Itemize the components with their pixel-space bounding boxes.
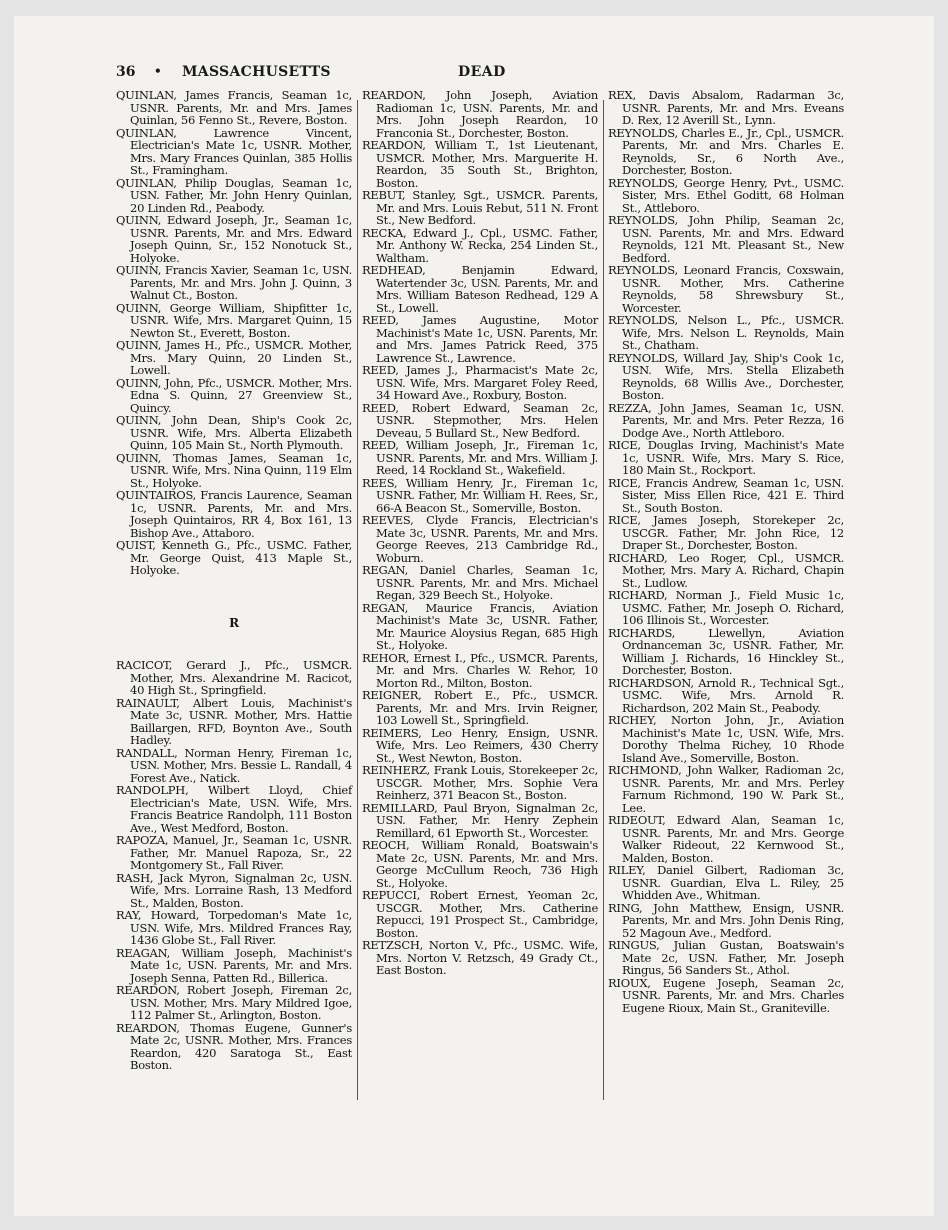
list-item: RANDOLPH, Wilbert Lloyd, Chief Electrician's Mate, USN. Wife, Mrs. Francis Beatrice Randolph, 111 Boston Ave., West Medford, Boston. [116,783,352,835]
list-item: REMILLARD, Paul Bryon, Signalman 2c, USN. Father, Mr. Henry Zephein Remillard, 61 Epworth St., Worcester. [362,800,598,840]
list-item: QUINLAN, Philip Douglas, Seaman 1c, USN. Father, Mr. John Henry Quinlan, 20 Linden Rd., Peabody. [116,175,352,215]
list-item: QUIST, Kenneth G., Pfc., USMC. Father, Mr. George Quist, 413 Maple St., Holyoke. [116,538,352,577]
list-item: QUINN, Francis Xavier, Seaman 1c, USN. Parents, Mr. and Mrs. John J. Quinn, 3 Walnut Ct., Boston. [116,263,352,302]
list-item: QUINN, John Dean, Ship's Cook 2c, USNR. Wife, Mrs. Alberta Elizabeth Quinn, 105 Main St., North Plymouth. [116,413,352,452]
list-item: REHOR, Ernest I., Pfc., USMCR. Parents, Mr. and Mrs. Charles W. Rehor, 10 Morton Rd., Milton, Boston. [362,650,598,690]
list-item: REOCH, William Ronald, Boatswain's Mate 2c, USN. Parents, Mr. and Mrs. George McCullum Reoch, 736 High St., Holyoke. [362,838,598,890]
list-item: REYNOLDS, Nelson L., Pfc., USMCR. Wife, Mrs. Nelson L. Reynolds, Main St., Chatham. [608,313,844,352]
list-item: RICHMOND, John Walker, Radioman 2c, USNR. Parents, Mr. and Mrs. Perley Farnum Richmond, 190 W. Park St., Lee. [608,763,844,815]
list-item: REARDON, John Joseph, Aviation Radioman 1c, USN. Parents, Mr. and Mrs. John Joseph Reardon, 10 Franconia St., Dorchester, Boston. [362,88,598,140]
list-item: REARDON, Robert Joseph, Fireman 2c, USN. Mother, Mrs. Mary Mildred Igoe, 112 Palmer St., Arlington, Boston. [116,983,352,1022]
list-item: REPUCCI, Robert Ernest, Yeoman 2c, USCGR. Mother, Mrs. Catherine Repucci, 191 Prospect St., Cambridge, Boston. [362,888,598,940]
list-item: QUINN, Thomas James, Seaman 1c, USNR. Wife, Mrs. Nina Quinn, 119 Elm St., Holyoke. [116,450,352,490]
list-item: REBUT, Stanley, Sgt., USMCR. Parents, Mr. and Mrs. Louis Rebut, 511 N. Front St., New Bedford. [362,188,598,227]
page-header [116,64,876,86]
list-item: RINGUS, Julian Gustan, Boatswain's Mate 2c, USN. Father, Mr. Joseph Ringus, 56 Sanders St., Athol. [608,938,844,977]
list-item: QUINN, George William, Shipfitter 1c, USNR. Wife, Mrs. Margaret Quinn, 15 Newton St., Everett, Boston. [116,300,352,340]
list-item: RAINAULT, Albert Louis, Machinist's Mate 3c, USNR. Mother, Mrs. Hattie Baillargen, RFD, Boynton Ave., South Hadley. [116,695,352,747]
section-title: DEAD [458,64,506,80]
list-item: RAY, Howard, Torpedoman's Mate 1c, USN. Wife, Mrs. Mildred Frances Ray, 1436 Globe St., Fall River. [116,908,352,947]
list-item: RICHARDSON, Arnold R., Technical Sgt., USMC. Wife, Mrs. Arnold R. Richardson, 202 Main St., Peabody. [608,675,844,715]
list-item: RICHARD, Leo Roger, Cpl., USMCR. Mother, Mrs. Mary A. Richard, Chapin St., Ludlow. [608,550,844,590]
column-divider [357,100,358,1100]
list-item: RECKA, Edward J., Cpl., USMC. Father, Mr. Anthony W. Recka, 254 Linden St., Waltham. [362,225,598,265]
list-item: REED, James J., Pharmacist's Mate 2c, USN. Wife, Mrs. Margaret Foley Reed, 34 Howard Ave., Roxbury, Boston. [362,363,598,402]
list-item: RANDALL, Norman Henry, Fireman 1c, USN. Mother, Mrs. Bessie L. Randall, 4 Forest Ave., Natick. [116,745,352,785]
column-3 [608,89,844,1014]
list-item: REARDON, Thomas Eugene, Gunner's Mate 2c, USNR. Mother, Mrs. Frances Reardon, 420 Saratoga St., East Boston. [116,1020,352,1072]
list-item: REEVES, Clyde Francis, Electrician's Mate 3c, USNR. Parents, Mr. and Mrs. George Reeves, 213 Cambridge Rd., Woburn. [362,513,598,565]
list-item: RICE, Douglas Irving, Machinist's Mate 1c, USNR. Wife, Mrs. Mary S. Rice, 180 Main St., Rockport. [608,438,844,477]
list-item: RICE, Francis Andrew, Seaman 1c, USN. Sister, Miss Ellen Rice, 421 E. Third St., South Boston. [608,475,844,515]
column-1-entries-b [116,659,352,1072]
list-item: QUINN, James H., Pfc., USMCR. Mother, Mrs. Mary Quinn, 20 Linden St., Lowell. [116,338,352,377]
list-item: RICHARDS, Llewellyn, Aviation Ordnanceman 3c, USNR. Father, Mr. William J. Richards, 16 Hinckley St., Dorchester, Boston. [608,625,844,677]
list-item: REED, James Augustine, Motor Machinist's Mate 1c, USN. Parents, Mr. and Mrs. James Patrick Reed, 375 Lawrence St., Lawrence. [362,313,598,365]
list-item: REIGNER, Robert E., Pfc., USMCR. Parents, Mr. and Mrs. Irvin Reigner, 103 Lowell St., Springfield. [362,688,598,727]
list-item: RIOUX, Eugene Joseph, Seaman 2c, USNR. Parents, Mr. and Mrs. Charles Eugene Rioux, Main St., Graniteville. [608,975,844,1015]
column-divider [603,100,604,1100]
column-2 [362,89,598,977]
list-item: QUINLAN, Lawrence Vincent, Electrician's Mate 1c, USNR. Mother, Mrs. Mary Frances Quinlan, 385 Hollis St., Framingham. [116,125,352,177]
list-item: REES, William Henry, Jr., Fireman 1c, USNR. Father, Mr. William H. Rees, Sr., 66-A Beacon St., Somerville, Boston. [362,475,598,515]
list-item: REYNOLDS, Charles E., Jr., Cpl., USMCR. Parents, Mr. and Mrs. Charles E. Reynolds, Sr., 6 North Ave., Dorchester, Boston. [608,125,844,177]
list-item: RICHEY, Norton John, Jr., Aviation Machinist's Mate 1c, USN. Wife, Mrs. Dorothy Thelma Richey, 10 Rhode Island Ave., Somerville, Boston. [608,713,844,765]
list-item: REED, William Joseph, Jr., Fireman 1c, USNR. Parents, Mr. and Mrs. William J. Reed, 14 Rockland St., Wakefield. [362,438,598,477]
list-item: RIDEOUT, Edward Alan, Seaman 1c, USNR. Parents, Mr. and Mrs. George Walker Rideout, 22 Kernwood St., Malden, Boston. [608,813,844,865]
list-item: REYNOLDS, John Philip, Seaman 2c, USN. Parents, Mr. and Mrs. Edward Reynolds, 121 Mt. Pleasant St., New Bedford. [608,213,844,265]
list-item: REINHERZ, Frank Louis, Storekeeper 2c, USCGR. Mother, Mrs. Sophie Vera Reinherz, 371 Beacon St., Boston. [362,763,598,802]
list-item: QUINN, John, Pfc., USMCR. Mother, Mrs. Edna S. Quinn, 27 Greenview St., Quincy. [116,375,352,415]
list-item: REGAN, Maurice Francis, Aviation Machinist's Mate 3c, USNR. Father, Mr. Maurice Aloysius Regan, 685 High St., Holyoke. [362,600,598,652]
list-item: REX, Davis Absalom, Radarman 3c, USNR. Parents, Mr. and Mrs. Eveans D. Rex, 12 Averill St., Lynn. [608,88,844,127]
list-item: RING, John Matthew, Ensign, USNR. Parents, Mr. and Mrs. John Denis Ring, 52 Magoun Ave., Medford. [608,900,844,940]
list-item: REIMERS, Leo Henry, Ensign, USNR. Wife, Mrs. Leo Reimers, 430 Cherry St., West Newton, Boston. [362,725,598,765]
list-item: RICHARD, Norman J., Field Music 1c, USMC. Father, Mr. Joseph O. Richard, 106 Illinois St., Worcester. [608,588,844,627]
list-item: REARDON, William T., 1st Lieutenant, USMCR. Mother, Mrs. Marguerite H. Reardon, 35 South St., Brighton, Boston. [362,138,598,190]
section-letter: R [229,615,239,630]
column-3-entries [608,89,844,1014]
list-item: RACICOT, Gerard J., Pfc., USMCR. Mother, Mrs. Alexandrine M. Racicot, 40 High St., Springfield. [116,658,352,697]
header-bullet: • [154,64,162,78]
list-item: REYNOLDS, George Henry, Pvt., USMC. Sister, Mrs. Ethel Goditt, 68 Holman St., Attleboro. [608,175,844,215]
list-item: REGAN, Daniel Charles, Seaman 1c, USNR. Parents, Mr. and Mrs. Michael Regan, 329 Beech St., Holyoke. [362,563,598,602]
list-item: RILEY, Daniel Gilbert, Radioman 3c, USNR. Guardian, Elva L. Riley, 25 Whidden Ave., Whitman. [608,863,844,902]
state-title: MASSACHUSETTS [182,64,331,80]
list-item: RICE, James Joseph, Storekeper 2c, USCGR. Father, Mr. John Rice, 12 Draper St., Dorchester, Boston. [608,513,844,552]
list-item: REYNOLDS, Leonard Francis, Coxswain, USNR. Mother, Mrs. Catherine Reynolds, 58 Shrewsbury St., Worcester. [608,263,844,315]
list-item: RAPOZA, Manuel, Jr., Seaman 1c, USNR. Father, Mr. Manuel Rapoza, Sr., 22 Montgomery St., Fall River. [116,833,352,872]
list-item: QUINTAIROS, Francis Laurence, Seaman 1c, USNR. Parents, Mr. and Mrs. Joseph Quintairos, RR 4, Box 161, 13 Bishop Ave., Attaboro. [116,488,352,540]
list-item: REAGAN, William Joseph, Machinist's Mate 1c, USN. Parents, Mr. and Mrs. Joseph Senna, Patten Rd., Billerica. [116,945,352,985]
list-item: REYNOLDS, Willard Jay, Ship's Cook 1c, USN. Wife, Mrs. Stella Elizabeth Reynolds, 68 Willis Ave., Dorchester, Boston. [608,350,844,402]
column-1 [116,89,352,1072]
list-item: QUINN, Edward Joseph, Jr., Seaman 1c, USNR. Parents, Mr. and Mrs. Edward Joseph Quinn, Sr., 152 Nonotuck St., Holyoke. [116,213,352,265]
column-2-entries [362,89,598,977]
list-item: REDHEAD, Benjamin Edward, Watertender 3c, USN. Parents, Mr. and Mrs. William Bateson Redhead, 129 A St., Lowell. [362,263,598,315]
list-item: RETZSCH, Norton V., Pfc., USMC. Wife, Mrs. Norton V. Retzsch, 49 Grady Ct., East Boston. [362,938,598,977]
column-1-entries-a [116,89,352,577]
page-number: 36 [116,64,136,80]
list-item: REZZA, John James, Seaman 1c, USN. Parents, Mr. and Mrs. Peter Rezza, 16 Dodge Ave., North Attleboro. [608,400,844,440]
list-item: REED, Robert Edward, Seaman 2c, USNR. Stepmother, Mrs. Helen Deveau, 5 Bullard St., New Bedford. [362,400,598,440]
list-item: RASH, Jack Myron, Signalman 2c, USN. Wife, Mrs. Lorraine Rash, 13 Medford St., Malden, Boston. [116,870,352,910]
list-item: QUINLAN, James Francis, Seaman 1c, USNR. Parents, Mr. and Mrs. James Quinlan, 56 Fenno St., Revere, Boston. [116,88,352,127]
